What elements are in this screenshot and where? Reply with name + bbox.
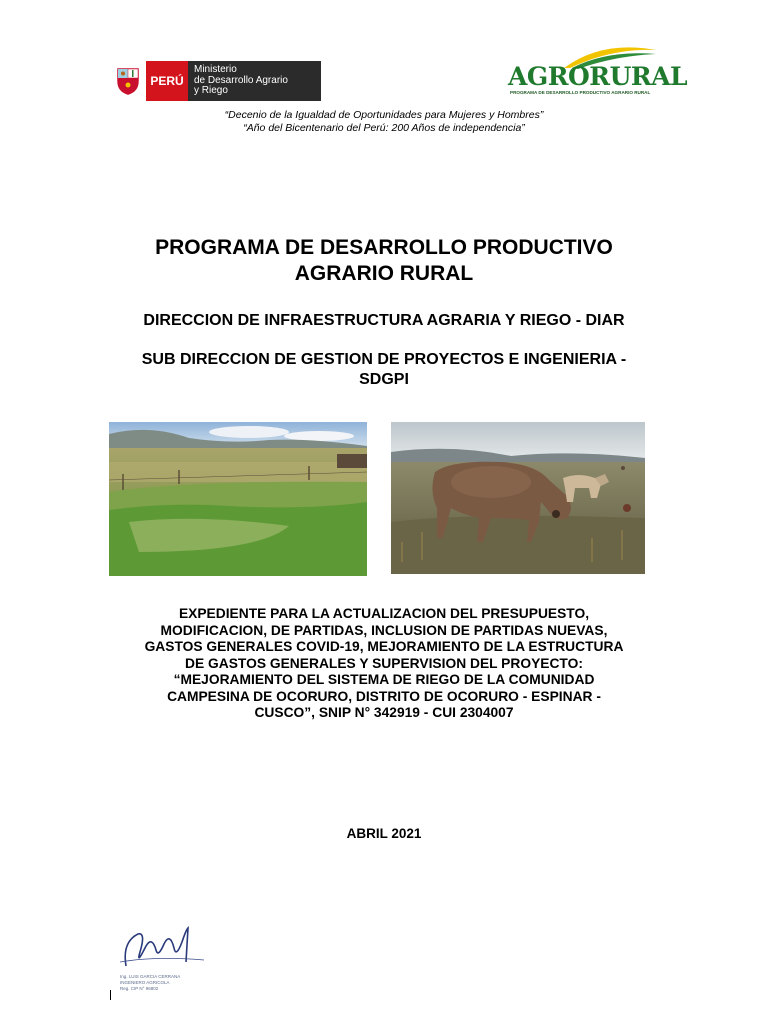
signature-stamp-line-2: INGENIERO AGRICOLA: [120, 980, 170, 985]
ministry-line-1: Ministerio: [194, 64, 237, 75]
signature-stamp-line-1: Ing. LUIS GARCIA CERRANA: [120, 974, 181, 979]
subdirection-line-1: SUB DIRECCION DE GESTION DE PROYECTOS E INGENIERIA -: [141, 351, 627, 368]
direction-heading: DIRECCION DE INFRAESTRUCTURA AGRARIA Y RIEGO - DIAR: [143, 312, 625, 329]
ministry-line-2: de Desarrollo Agrario: [194, 74, 288, 86]
expediente-line-5: “MEJORAMIENTO DEL SISTEMA DE RIEGO DE LA COMUNIDAD: [173, 672, 595, 687]
peru-coat-of-arms-icon: [110, 61, 146, 101]
agrorural-logo: [506, 44, 688, 106]
ministry-line-3: y Riego: [194, 85, 228, 96]
signature: [116, 922, 208, 998]
main-title-line-1: PROGRAMA DE DESARROLLO PRODUCTIVO: [155, 236, 613, 259]
expediente-line-2: MODIFICACION, DE PARTIDAS, INCLUSION DE PARTIDAS NUEVAS,: [160, 622, 608, 638]
expediente-line-6: CAMPESINA DE OCORURO, DISTRITO DE OCORURO - ESPINAR -: [167, 688, 601, 704]
subdirection-line-2: SDGPI: [359, 371, 409, 388]
expediente-line-4: DE GASTOS GENERALES Y SUPERVISION DEL PROYECTO:: [185, 655, 583, 671]
agrorural-tagline: PROGRAMA DE DESARROLLO PRODUCTIVO AGRARIO RURAL: [510, 90, 651, 95]
expediente-description: [100, 606, 668, 722]
signature-stamp-line-3: Reg. CIP N° 96802: [120, 986, 159, 991]
main-title-line-2: AGRARIO RURAL: [294, 262, 474, 285]
ministry-logo: [110, 61, 321, 101]
peru-label: PERÚ: [146, 61, 188, 101]
motto-line-1: “Decenio de la Igualdad de Oportunidades para Mujeres y Hombres”: [224, 109, 544, 121]
page-margin-mark: [110, 990, 111, 1000]
motto-line-2: “Año del Bicentenario del Perú: 200 Años de independencia”: [243, 122, 525, 134]
agrorural-wordmark: AGRORURAL: [508, 62, 688, 91]
cattle-grazing-photo: [391, 422, 645, 574]
handwritten-signature-icon: [116, 922, 208, 978]
expediente-line-7: CUSCO”, SNIP N° 342919 - CUI 2304007: [254, 705, 514, 720]
expediente-line-1: EXPEDIENTE PARA LA ACTUALIZACION DEL PRESUPUESTO,: [178, 606, 590, 621]
pasture-field-photo: [109, 422, 367, 576]
document-date: ABRIL 2021: [346, 826, 422, 841]
expediente-line-3: GASTOS GENERALES COVID-19, MEJORAMIENTO DE LA ESTRUCTURA: [144, 639, 624, 654]
ministry-name: [188, 61, 321, 101]
